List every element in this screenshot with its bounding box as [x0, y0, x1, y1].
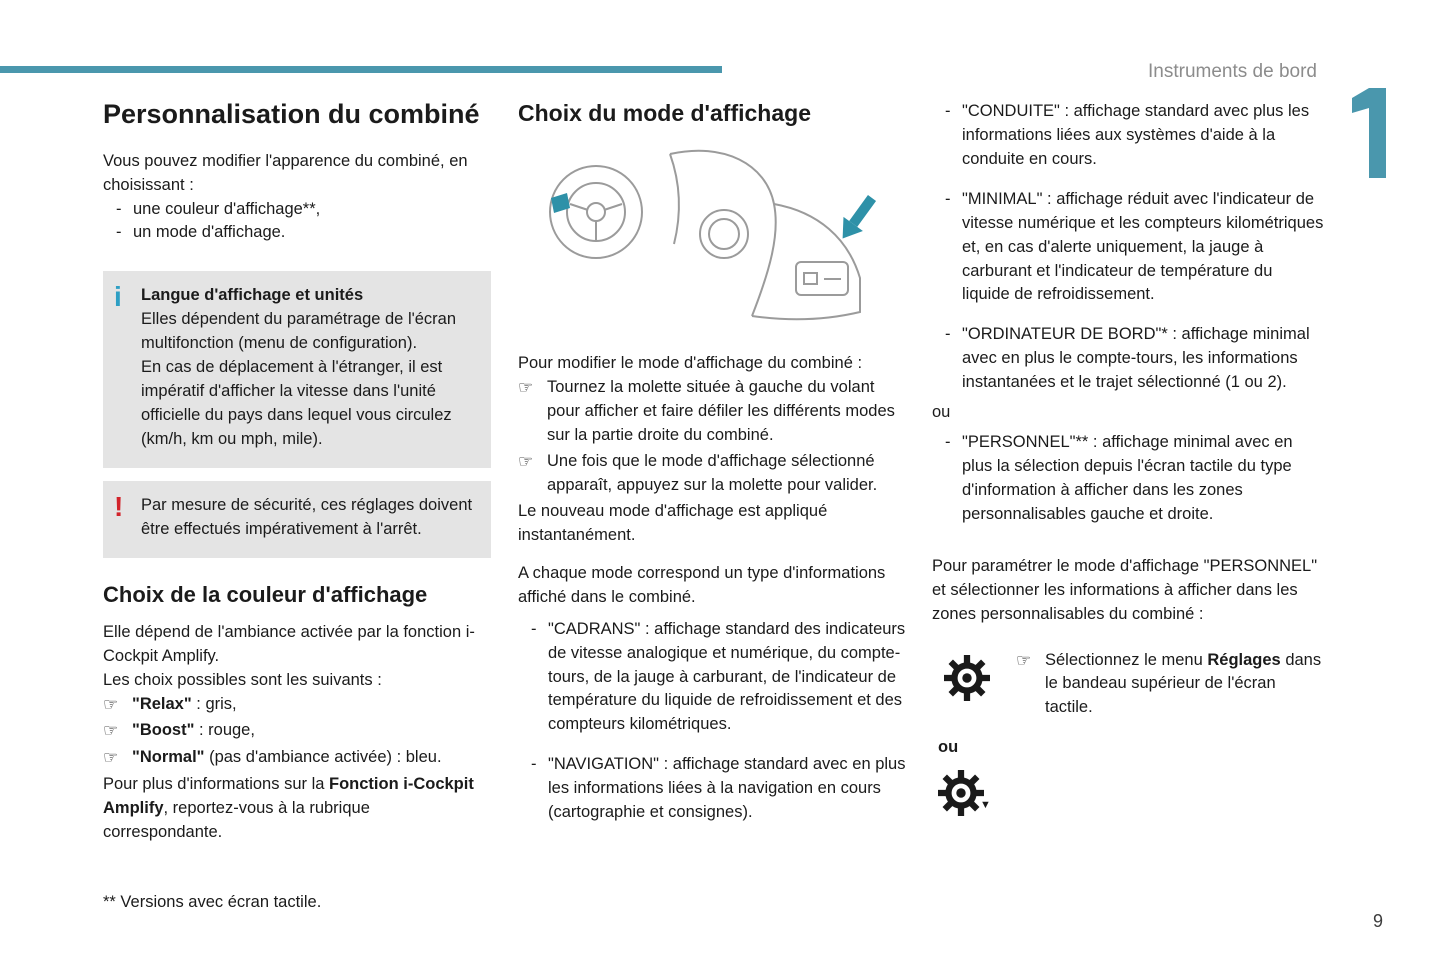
color-choice-item	[103, 719, 491, 744]
color-intro-1: Elle dépend de l'ambiance activée par la fonction i-Cockpit Amplify.	[103, 622, 475, 665]
list-item	[103, 221, 491, 245]
pointer-arrow	[833, 191, 882, 246]
more-info-paragraph	[103, 773, 491, 845]
list-item-text: une couleur d'affichage**,	[133, 199, 321, 218]
steering-wheel-figure	[518, 140, 900, 338]
warning-text: Par mesure de sécurité, ces réglages doivent être effectués impérativement à l'arrêt.	[141, 495, 473, 538]
more-info-bold: Fonction i-Cockpit Amplify	[103, 774, 474, 817]
section-title-display-mode: Choix du mode d'affichage	[518, 100, 811, 126]
mode-item-text: "MINIMAL" : affichage réduit avec l'indicateur de vitesse numérique et les compteurs kilométriques et, en cas d'alerte uniquement, la jauge à carburant et l'indicateur de température du liquide de refroidissement.	[962, 189, 1324, 304]
or-separator-bold: ou	[938, 738, 959, 757]
dash-marker: -	[531, 619, 537, 638]
settings-step-row	[932, 649, 1324, 723]
page-footnote: ** Versions avec écran tactile.	[103, 893, 322, 911]
warning-box-safety	[103, 481, 491, 558]
mode-item-text: "NAVIGATION" : affichage standard avec en plus les informations liées à la navigation en cours (cartographie et consignes).	[548, 755, 906, 822]
dash-marker: -	[945, 102, 951, 120]
gear-scroll-icon	[938, 770, 994, 824]
color-choice-text	[132, 719, 255, 744]
list-item	[103, 198, 491, 222]
dash-marker: -	[945, 325, 951, 344]
dash-marker: -	[945, 189, 951, 208]
dash-marker: -	[116, 223, 122, 242]
more-info-post: , reportez-vous à la rubrique correspondante.	[103, 798, 370, 841]
chapter-one-glyph	[1345, 88, 1387, 178]
chapter-number-tab	[1345, 88, 1387, 186]
warning-icon: !	[114, 490, 124, 522]
color-choice-text	[132, 693, 237, 718]
color-choice-value: (pas d'ambiance activée) : bleu.	[204, 748, 442, 767]
or-separator: ou	[932, 403, 951, 422]
mode-intro: Pour modifier le mode d'affichage du combiné :	[518, 354, 863, 373]
dash-marker: -	[531, 755, 537, 774]
column-left	[103, 100, 491, 844]
settings-post: dans le bandeau supérieur de l'écran tactile.	[1045, 650, 1322, 717]
page-number: 9	[1372, 911, 1383, 931]
mode-item-navigation	[518, 753, 910, 825]
color-choice-text	[132, 746, 442, 771]
color-choice-label: "Boost"	[132, 721, 195, 740]
settings-pre: Sélectionnez le menu	[1045, 650, 1208, 669]
info-box-title: Langue d'affichage et unités	[141, 286, 364, 305]
info-box-line2: En cas de déplacement à l'étranger, il est impératif d'afficher la vitesse dans l'unité officielle du pays dans lequel vous circulez (km/h, km ou mph, mile).	[141, 358, 452, 448]
info-box-line1: Elles dépendent du paramétrage de l'écran multifonction (menu de configuration).	[141, 310, 457, 353]
mode-item-conduite	[932, 100, 1324, 172]
personal-config-intro: Pour paramétrer le mode d'affichage "PERSONNEL" et sélectionner les informations à afficher dans les zones personnalisables du combiné :	[932, 556, 1318, 623]
color-choice-item	[103, 693, 491, 718]
mode-item-personnel	[932, 431, 1324, 527]
finger-icon: ☞	[103, 694, 119, 714]
list-item-text: un mode d'affichage.	[133, 223, 286, 242]
mode-item-minimal	[932, 188, 1324, 308]
color-intro-2: Les choix possibles sont les suivants :	[103, 670, 382, 689]
mode-step-text: Une fois que le mode d'affichage sélectionné apparaît, appuyez sur la molette pour valider.	[547, 452, 878, 495]
color-choice-label: "Relax"	[132, 694, 192, 713]
finger-icon: ☞	[518, 378, 534, 398]
finger-icon: ☞	[1016, 650, 1032, 670]
mode-step-text: Tournez la molette située à gauche du volant pour afficher et faire défiler les différents modes sur la partie droite du combiné.	[547, 378, 895, 445]
mode-item-text: "CADRANS" : affichage standard des indicateurs de vitesse analogique et numérique, du compte-tours, de la jauge à carburant, de l'indicateur de température du liquide de refroidissement et des compteurs kilométriques.	[548, 619, 906, 734]
gear-icon	[944, 655, 990, 709]
settings-menu-label: Réglages	[1207, 650, 1281, 669]
dash-marker: -	[945, 433, 951, 452]
mode-step	[518, 376, 910, 448]
mode-applied-note: Le nouveau mode d'affichage est appliqué instantanément.	[518, 501, 828, 544]
section-title-color-choice: Choix de la couleur d'affichage	[103, 581, 428, 607]
mode-item-text: "CONDUITE" : affichage standard avec plus les informations liées aux systèmes d'aide à la conduite en cours.	[962, 102, 1310, 168]
column-middle	[518, 100, 910, 841]
settings-step	[1016, 649, 1324, 721]
more-info-pre: Pour plus d'informations sur la	[103, 774, 330, 793]
running-header: Instruments de bord	[1148, 61, 1317, 82]
mode-item-ordinateur	[932, 323, 1324, 395]
color-choice-value: : rouge,	[194, 721, 255, 740]
color-choice-label: "Normal"	[132, 748, 205, 767]
mode-step	[518, 450, 910, 498]
finger-icon: ☞	[518, 452, 534, 472]
modes-intro: A chaque mode correspond un type d'informations affiché dans le combiné.	[518, 563, 886, 606]
page-title: Personnalisation du combiné	[103, 99, 480, 129]
column-right	[932, 100, 1324, 824]
color-choice-value: : gris,	[191, 694, 237, 713]
finger-icon: ☞	[103, 721, 119, 741]
chapter-accent-bar	[0, 66, 722, 73]
dash-marker: -	[116, 199, 122, 218]
info-icon: i	[114, 281, 122, 313]
steering-wheel-illustration	[518, 140, 900, 338]
intro-paragraph: Vous pouvez modifier l'apparence du combiné, en choisissant :	[103, 151, 468, 194]
info-box-language-units	[103, 271, 491, 467]
mode-item-cadrans	[518, 618, 910, 738]
color-choice-item	[103, 746, 491, 771]
settings-step-text	[1045, 649, 1324, 721]
finger-icon: ☞	[103, 748, 119, 768]
down-arrow-icon: ▼	[980, 799, 991, 812]
mode-item-text: "ORDINATEUR DE BORD"* : affichage minimal avec en plus le compte-tours, les informations instantanées et le trajet sélectionné (1 ou 2).	[962, 325, 1310, 392]
mode-item-text: "PERSONNEL"** : affichage minimal avec en plus la sélection depuis l'écran tactile du type d'information à afficher dans les zones personnalisables gauche et droite.	[962, 433, 1293, 523]
